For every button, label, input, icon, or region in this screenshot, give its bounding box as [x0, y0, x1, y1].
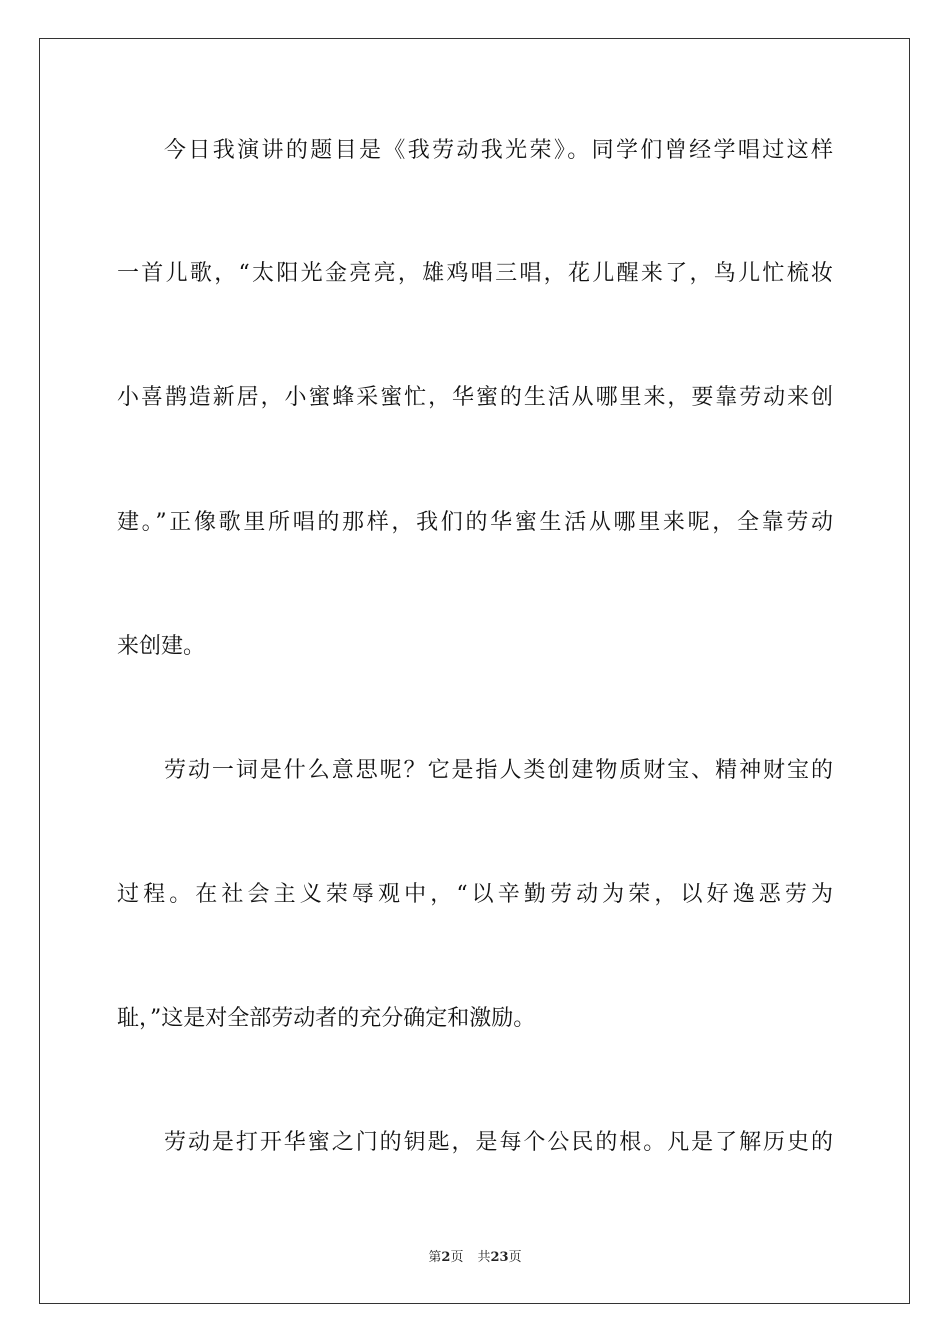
page-border	[39, 38, 910, 1304]
paragraph-1-line-4: 建。”正像歌里所唱的那样，我们的华蜜生活从哪里来呢，全靠劳动	[117, 510, 833, 535]
total-suffix: 页	[508, 1250, 522, 1265]
page-number: 2	[441, 1250, 451, 1265]
paragraph-2-line-2: 过程。在社会主义荣辱观中，“以辛勤劳动为荣，以好逸恶劳为	[117, 882, 833, 907]
paragraph-1-line-5: 来创建。	[117, 634, 206, 659]
page-prefix: 第	[428, 1250, 442, 1265]
total-pages: 23	[490, 1250, 509, 1265]
paragraph-2-line-1: 劳动一词是什么意思呢？它是指人类创建物质财宝、精神财宝的	[164, 758, 833, 783]
paragraph-1-line-3: 小喜鹊造新居，小蜜蜂采蜜忙，华蜜的生活从哪里来，要靠劳动来创	[117, 385, 833, 410]
paragraph-1-line-1: 今日我演讲的题目是《我劳动我光荣》。同学们曾经学唱过这样	[164, 138, 833, 163]
page-footer	[0, 1246, 950, 1270]
paragraph-1-line-2: 一首儿歌，“太阳光金亮亮，雄鸡唱三唱，花儿醒来了，鸟儿忙梳妆	[117, 261, 833, 286]
paragraph-3-line-1: 劳动是打开华蜜之门的钥匙，是每个公民的根。凡是了解历史的	[164, 1130, 833, 1155]
page-suffix: 页	[450, 1250, 464, 1265]
paragraph-2-line-3: 耻，”这是对全部劳动者的充分确定和激励。	[117, 1006, 536, 1031]
total-prefix: 共	[477, 1250, 491, 1265]
